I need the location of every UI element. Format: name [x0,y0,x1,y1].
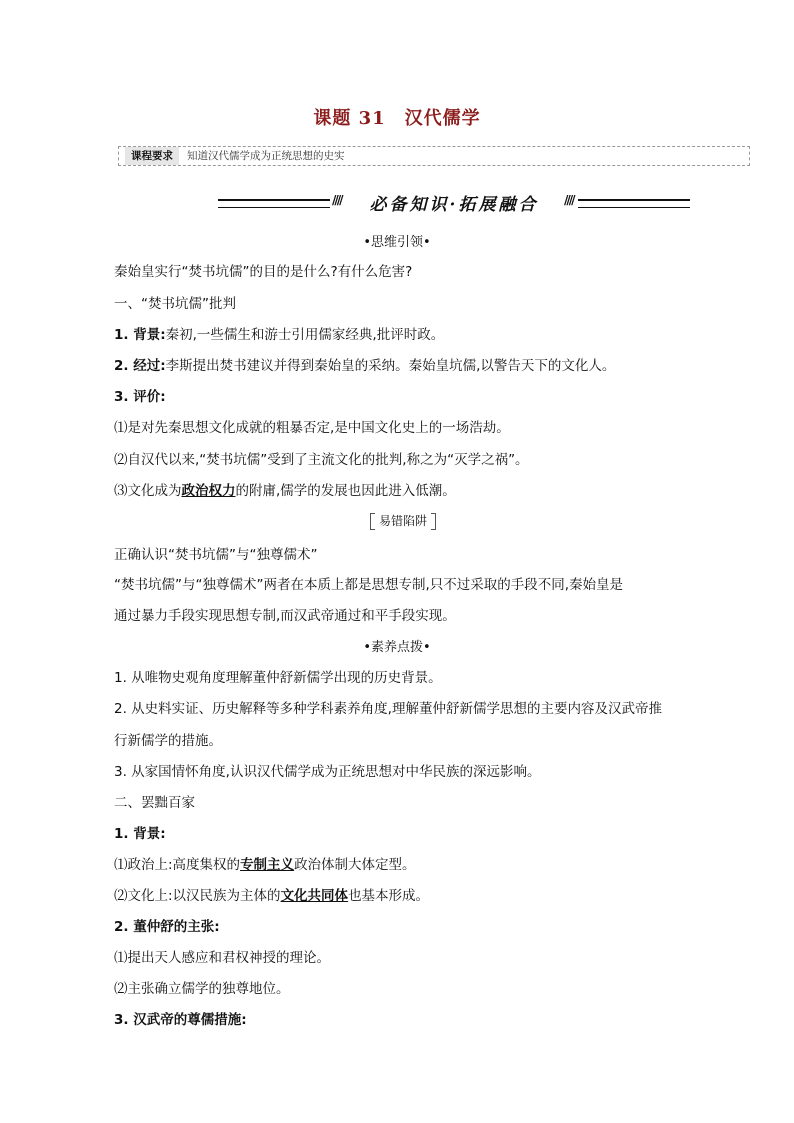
guiding-question: 秦始皇实行“焚书坑儒”的目的是什么?有什么危害? [114,264,413,280]
politics-keyword: 专制主义 [240,857,295,873]
part1-eval-2: ⑵自汉代以来,“焚书坑儒”受到了主流文化的批判,称之为“灭学之祸”。 [114,452,529,468]
literacy-item-1: 1. 从唯物史观角度理解董仲舒新儒学出现的历史背景。 [114,670,442,686]
pitfall-label: 易错陷阱 [378,514,427,528]
pitfall-right-bracket-icon [431,513,436,530]
politics-suffix: 政治体制大体定型。 [294,857,416,873]
part1-eval-3 [114,479,456,499]
part1-process [114,354,615,374]
part1-process-text: 李斯提出焚书建议并得到秦始皇的采纳。秦始皇坑儒,以警告天下的文化人。 [165,358,616,374]
literacy-item-2b: 行新儒学的措施。 [114,733,222,749]
banner-left-hash-icon: //// [332,193,342,207]
part1-heading: 一、“焚书坑儒”批判 [114,296,236,312]
culture-keyword: 文化共同体 [280,888,349,904]
part2-background-label [114,822,166,842]
eval3-prefix: ⑶文化成为 [114,483,182,499]
eval-label-text: 3. 评价: [114,389,166,405]
part2-dong-label [114,915,220,935]
requirement-label: 课程要求 [125,147,179,165]
literacy-item-2a: 2. 从史料实证、历史解释等多种学科素养角度,理解董仲舒新儒学思想的主要内容及汉武帝推 [114,701,662,717]
pitfall-left-bracket-icon [370,513,375,530]
banner-left-rule [218,199,330,208]
part1-background-label: 1. 背景: [114,327,166,343]
section-banner [218,190,690,214]
banner-title: 必备知识·拓展融合 [369,195,539,215]
pitfall-line-1: “焚书坑儒”与“独尊儒术”两者在本质上都是思想专制,只不过采取的手段不同,秦始皇是 [114,577,624,593]
pitfall-heading: 正确认识“焚书坑儒”与“独尊儒术” [114,547,318,563]
eval3-suffix: 的附庸,儒学的发展也因此进入低潮。 [235,483,456,499]
dong-label-text: 2. 董仲舒的主张: [114,919,220,935]
section-literacy-heading: •素养点拨• [363,640,431,655]
part2-culture [114,884,429,904]
part1-eval-1: ⑴是对先秦思想文化成就的粗暴否定,是中国文化史上的一场浩劫。 [114,420,510,436]
banner-right-rule [578,199,690,208]
page-title: 课题 31 汉代儒学 [313,108,481,129]
part2-measures-label [114,1008,247,1028]
part1-background [114,323,444,343]
pitfall-tag [370,512,436,530]
course-requirement-box [118,146,750,166]
eval3-keyword: 政治权力 [181,483,236,499]
literacy-item-3: 3. 从家国情怀角度,认识汉代儒学成为正统思想对中华民族的深远影响。 [114,764,541,780]
measures-label-text: 3. 汉武帝的尊儒措施: [114,1012,247,1028]
part2-dong-2: ⑵主张确立儒学的独尊地位。 [114,981,290,997]
requirement-text: 知道汉代儒学成为正统思想的史实 [187,150,345,162]
part2-heading: 二、罢黜百家 [114,795,195,811]
politics-prefix: ⑴政治上:高度集权的 [114,857,241,873]
part2-dong-1: ⑴提出天人感应和君权神授的理论。 [114,950,330,966]
banner-right-hash-icon: //// [564,193,574,207]
pitfall-line-2: 通过暴力手段实现思想专制,而汉武帝通过和平手段实现。 [114,608,456,624]
part1-process-label: 2. 经过: [114,358,166,374]
part2-bg-label-text: 1. 背景: [114,826,166,842]
section-thinking-heading: •思维引领• [363,235,431,250]
culture-suffix: 也基本形成。 [348,888,430,904]
part2-politics [114,853,416,873]
part1-background-text: 秦初,一些儒生和游士引用儒家经典,批评时政。 [165,327,445,343]
part1-eval-label [114,385,166,405]
culture-prefix: ⑵文化上:以汉民族为主体的 [114,888,281,904]
